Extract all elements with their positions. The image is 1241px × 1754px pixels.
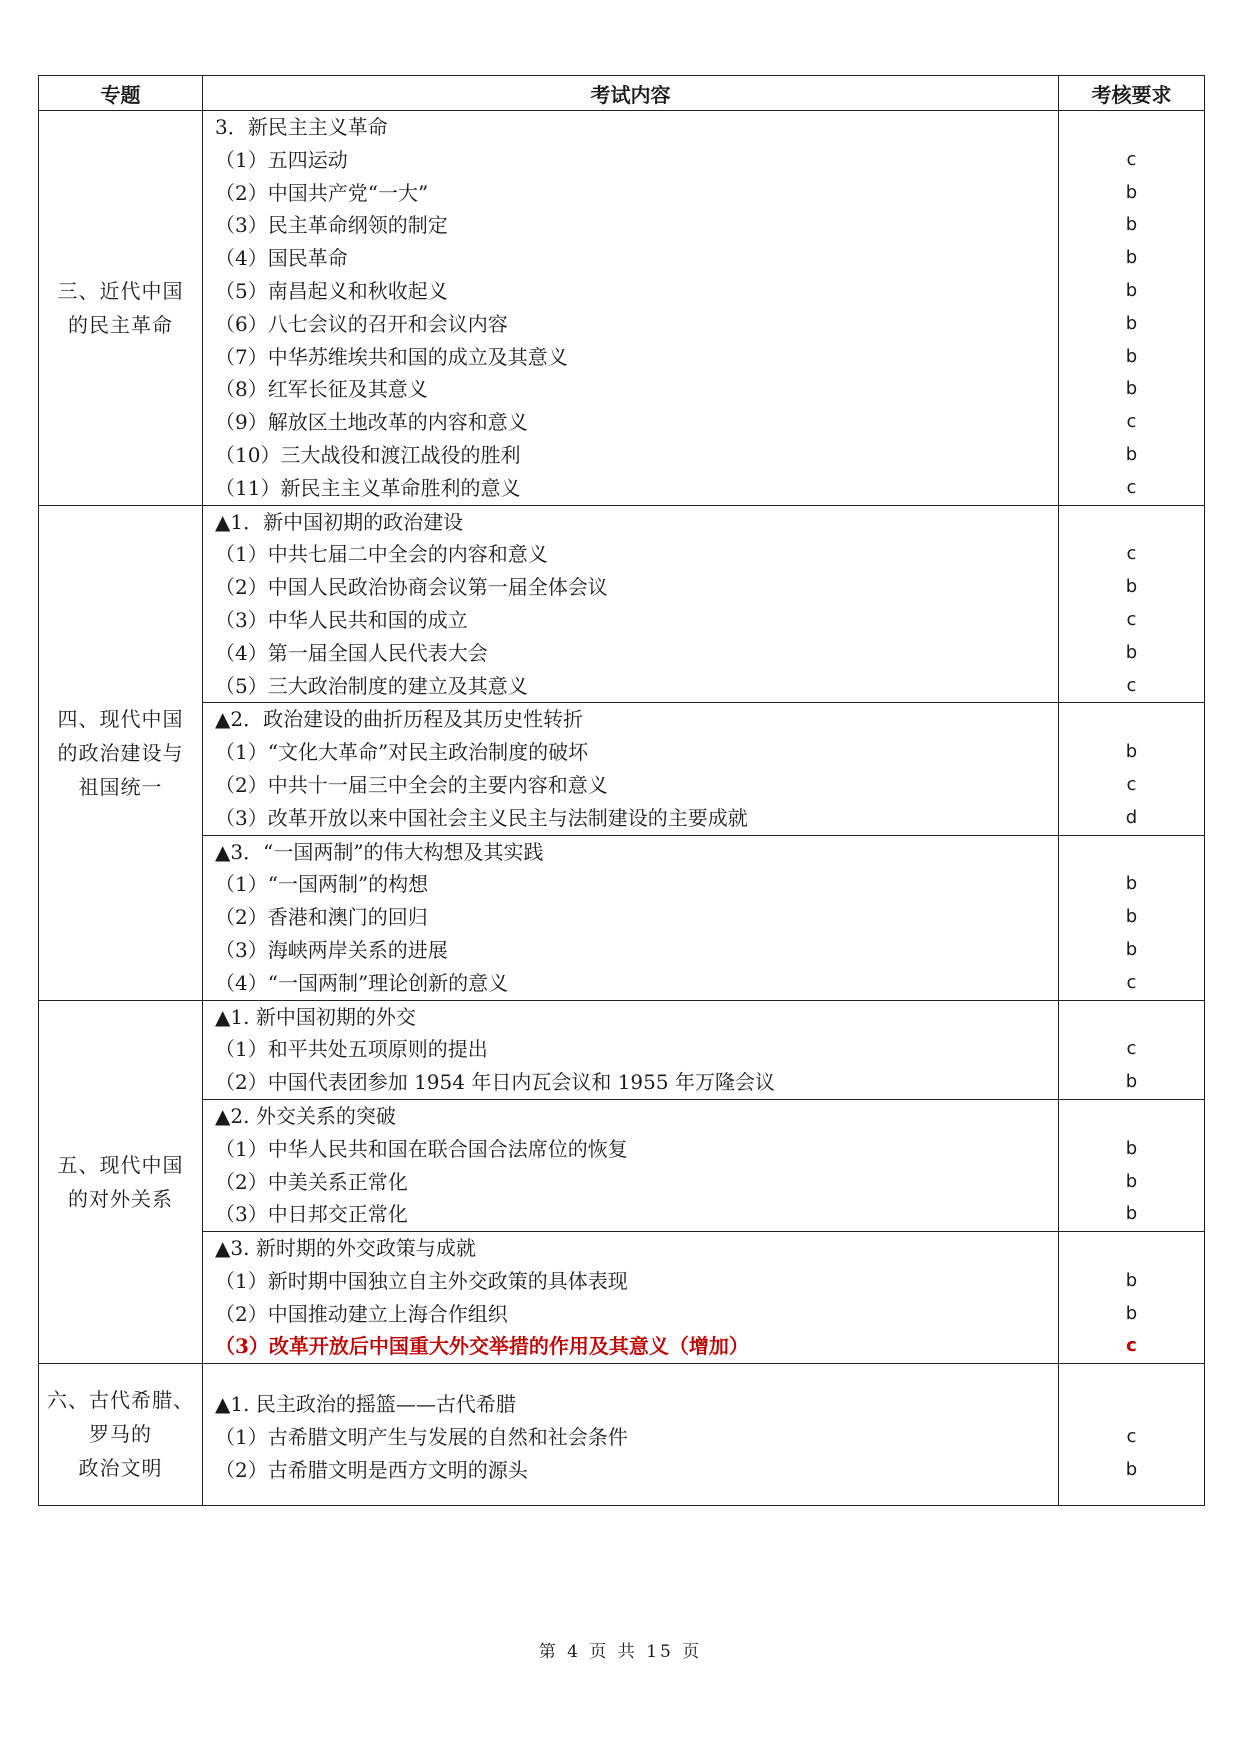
content-item: （1）中共七届二中全会的内容和意义 <box>215 542 548 567</box>
requirement-value: b <box>1125 873 1138 895</box>
content-item: （10）三大战役和渡江战役的胜利 <box>215 442 521 467</box>
topic-line: 四、现代中国 <box>57 706 184 731</box>
requirement-value: b <box>1125 938 1138 960</box>
topic-cell <box>39 1364 203 1505</box>
requirement-value: c <box>1126 1335 1137 1357</box>
requirement-value: b <box>1125 1137 1138 1159</box>
content-item: （3）中日邦交正常化 <box>215 1202 408 1227</box>
content-item: （1）新时期中国独立自主外交政策的具体表现 <box>215 1268 628 1293</box>
content-item: （4）“一国两制”理论创新的意义 <box>215 970 509 995</box>
table-row <box>39 111 1205 506</box>
block-title: ▲1. 新中国初期的外交 <box>215 1004 416 1029</box>
requirement-blank <box>1059 703 1204 736</box>
content-item: （5）三大政治制度的建立及其意义 <box>215 673 528 698</box>
requirement-cell <box>1059 1232 1205 1364</box>
requirement-cell <box>1059 703 1205 835</box>
content-item: （3）中华人民共和国的成立 <box>215 607 468 632</box>
content-item: （5）南昌起义和秋收起义 <box>215 278 448 303</box>
table-row <box>39 835 1205 1000</box>
requirement-cell <box>1059 1000 1205 1099</box>
content-item: （2）中国共产党“一大” <box>215 180 429 205</box>
topic-line: 三、近代中国 <box>57 278 184 303</box>
table-row <box>39 703 1205 835</box>
content-cell <box>203 111 1059 506</box>
content-item: （2）中国代表团参加 1954 年日内瓦会议和 1955 年万隆会议 <box>215 1070 775 1095</box>
header-requirement: 考核要求 <box>1059 76 1205 111</box>
content-item: （8）红军长征及其意义 <box>215 377 428 402</box>
topic-line: 祖国统一 <box>78 774 163 799</box>
requirement-value: b <box>1125 1458 1138 1480</box>
requirement-blank <box>1059 506 1204 539</box>
content-item: （11）新民主主义革命胜利的意义 <box>215 475 521 500</box>
block-title: ▲3．“一国两制”的伟大构想及其实践 <box>215 839 544 864</box>
table-row <box>39 1000 1205 1099</box>
topic-line: 的民主革命 <box>68 312 173 337</box>
content-item: （2）中美关系正常化 <box>215 1169 408 1194</box>
table-row <box>39 505 1205 703</box>
content-item: （1）“一国两制”的构想 <box>215 872 429 897</box>
requirement-blank <box>1059 111 1204 144</box>
topic-line: 的政治建设与 <box>57 740 184 765</box>
block-title: ▲2. 外交关系的突破 <box>215 1103 396 1128</box>
requirement-value: b <box>1125 1203 1138 1225</box>
requirement-cell <box>1059 505 1205 703</box>
content-item: （7）中华苏维埃共和国的成立及其意义 <box>215 344 568 369</box>
requirement-value: b <box>1125 1170 1138 1192</box>
requirement-cell <box>1059 111 1205 506</box>
requirement-value: c <box>1126 1426 1137 1448</box>
requirement-value: d <box>1125 806 1138 828</box>
block-title: ▲1. 民主政治的摇篮——古代希腊 <box>215 1392 516 1417</box>
requirement-value: c <box>1126 773 1137 795</box>
topic-line: 的对外关系 <box>68 1186 173 1211</box>
content-item: （1）“文化大革命”对民主政治制度的破坏 <box>215 740 589 765</box>
requirement-value: b <box>1125 345 1138 367</box>
requirement-value: c <box>1126 543 1137 565</box>
header-content: 考试内容 <box>203 76 1059 111</box>
content-item: （2）中共十一届三中全会的主要内容和意义 <box>215 772 608 797</box>
requirement-value: b <box>1125 247 1138 269</box>
table-row <box>39 1099 1205 1231</box>
content-item: （9）解放区土地改革的内容和意义 <box>215 410 528 435</box>
content-item: （3）海峡两岸关系的进展 <box>215 937 448 962</box>
requirement-cell <box>1059 1364 1205 1505</box>
requirement-value: b <box>1125 1302 1138 1324</box>
content-cell <box>203 1364 1059 1505</box>
content-item: （1）和平共处五项原则的提出 <box>215 1037 488 1062</box>
syllabus-table <box>38 75 1205 1506</box>
requirement-value: c <box>1126 1038 1137 1060</box>
requirement-blank <box>1059 1232 1204 1265</box>
requirement-value: c <box>1126 674 1137 696</box>
requirement-value: c <box>1126 971 1137 993</box>
requirement-value: b <box>1125 378 1138 400</box>
content-item: （2）中国推动建立上海合作组织 <box>215 1301 508 1326</box>
content-cell <box>203 703 1059 835</box>
content-item: （4）第一届全国人民代表大会 <box>215 640 488 665</box>
content-cell <box>203 1232 1059 1364</box>
requirement-value: b <box>1125 181 1138 203</box>
content-cell <box>203 1000 1059 1099</box>
content-item: （2）香港和澳门的回归 <box>215 905 428 930</box>
requirement-blank <box>1059 1100 1204 1133</box>
requirement-value: b <box>1125 906 1138 928</box>
requirement-blank <box>1059 836 1204 869</box>
requirement-value: b <box>1125 641 1138 663</box>
table-body <box>39 111 1205 1506</box>
content-item: （1）五四运动 <box>215 147 348 172</box>
content-item: （1）中华人民共和国在联合国合法席位的恢复 <box>215 1136 628 1161</box>
requirement-value: b <box>1125 214 1138 236</box>
requirement-value: c <box>1126 476 1137 498</box>
requirement-value: c <box>1126 411 1137 433</box>
content-cell <box>203 505 1059 703</box>
requirement-value: b <box>1125 1071 1138 1093</box>
topic-line: 六、古代希腊、 <box>47 1388 194 1413</box>
block-title: ▲1．新中国初期的政治建设 <box>215 509 464 534</box>
content-item: （1）古希腊文明产生与发展的自然和社会条件 <box>215 1425 628 1450</box>
requirement-blank <box>1059 1388 1204 1421</box>
block-title: ▲3. 新时期的外交政策与成就 <box>215 1236 476 1261</box>
requirement-value: b <box>1125 741 1138 763</box>
requirement-value: b <box>1125 1269 1138 1291</box>
requirement-cell <box>1059 1099 1205 1231</box>
content-cell <box>203 1099 1059 1231</box>
requirement-cell <box>1059 835 1205 1000</box>
page-footer: 第 4 页 共 15 页 <box>538 1642 703 1662</box>
requirement-blank <box>1059 1001 1204 1034</box>
table-header-row <box>39 76 1205 111</box>
requirement-value: b <box>1125 312 1138 334</box>
requirement-value: c <box>1126 148 1137 170</box>
header-topic: 专题 <box>39 76 203 111</box>
requirement-value: c <box>1126 608 1137 630</box>
requirement-value: b <box>1125 576 1138 598</box>
block-title: ▲2．政治建设的曲折历程及其历史性转折 <box>215 707 584 732</box>
block-title: 3．新民主主义革命 <box>215 115 388 139</box>
content-item: （2）古希腊文明是西方文明的源头 <box>215 1457 528 1482</box>
content-item: （6）八七会议的召开和会议内容 <box>215 311 508 336</box>
topic-cell <box>39 111 203 506</box>
content-item: （2）中国人民政治协商会议第一届全体会议 <box>215 575 608 600</box>
topic-line: 罗马的 <box>89 1422 152 1447</box>
requirement-value: b <box>1125 443 1138 465</box>
content-cell <box>203 835 1059 1000</box>
topic-cell <box>39 1000 203 1364</box>
requirement-value: b <box>1125 279 1138 301</box>
content-item: （3）民主革命纲领的制定 <box>215 213 448 238</box>
content-item: （3）改革开放后中国重大外交举措的作用及其意义（增加） <box>215 1334 749 1359</box>
topic-line: 政治文明 <box>78 1456 163 1481</box>
content-item: （3）改革开放以来中国社会主义民主与法制建设的主要成就 <box>215 805 748 830</box>
table-row <box>39 1232 1205 1364</box>
content-item: （4）国民革命 <box>215 246 348 271</box>
topic-line: 五、现代中国 <box>57 1152 184 1177</box>
table-row <box>39 1364 1205 1505</box>
topic-cell <box>39 505 203 1000</box>
